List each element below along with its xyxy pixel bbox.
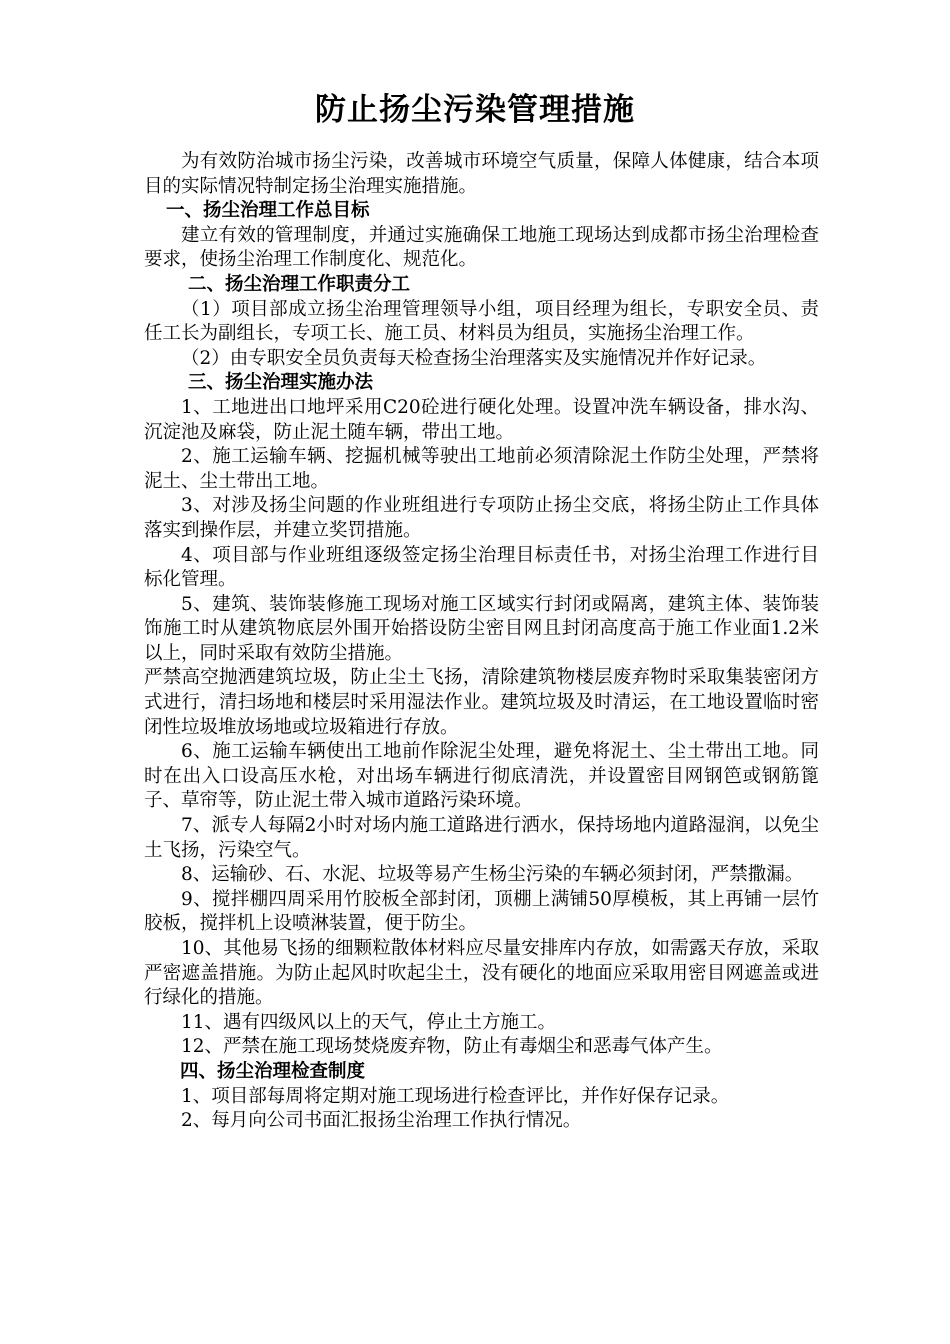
- paragraph: 建立有效的管理制度，并通过实施确保工地施工现场达到成都市扬尘治理检查要求，使扬尘治理工作制度化、规范化。: [144, 224, 819, 271]
- list-item: 10、其他易飞扬的细颗粒散体材料应尽量安排库内存放，如需露天存放，采取严密遮盖措施。为防止起风时吹起尘土，没有硬化的地面应采取用密目网遮盖或进行绿化的措施。: [144, 938, 819, 1009]
- list-item: 8、运输砂、石、水泥、垃圾等易产生杨尘污染的车辆必须封闭，严禁撒漏。: [181, 864, 804, 886]
- continuation-paragraph: 严禁高空抛洒建筑垃圾，防止尘土飞扬，清除建筑物楼层废弃物时采取集装密闭方式进行，清扫场地和楼层时采用湿法作业。建筑垃圾及时清运，在工地设置临时密闭性垃圾堆放场地或垃圾箱进行存放。: [144, 667, 819, 738]
- list-item: 2、施工运输车辆、挖掘机械等驶出工地前必须清除泥土作防尘处理，严禁将泥土、尘土带出工地。: [144, 446, 819, 492]
- list-item: 11、遇有四级风以上的天气，停止土方施工。: [181, 1011, 557, 1033]
- section-heading-inspection: 四、扬尘治理检查制度: [180, 1060, 366, 1082]
- list-item: 7、派专人每隔2小时对场内施工道路进行洒水，保持场地内道路湿润，以免尘土飞扬，污染空气。: [144, 815, 819, 861]
- section-heading-methods: 三、扬尘治理实施办法: [188, 372, 374, 394]
- list-item: 2、每月向公司书面汇报扬尘治理工作执行情况。: [181, 1110, 582, 1132]
- list-item: 6、施工运输车辆使出工地前作除泥尘处理，避免将泥土、尘土带出工地。同时在出入口设高压水枪，对出场车辆进行彻底清洗，并设置密目网钢笆或钢筋篦子、草帘等，防止泥土带入城市道路污染环境。: [144, 741, 819, 812]
- list-item: 12、严禁在施工现场焚烧废弃物，防止有毒烟尘和恶毒气体产生。: [181, 1036, 723, 1058]
- document-title: 防止扬尘污染管理措施: [315, 92, 635, 128]
- list-item: 1、工地进出口地坪采用C20砼进行硬化处理。设置冲洗车辆设备，排水沟、沉淀池及麻袋，防止泥土随车辆，带出工地。: [144, 396, 819, 443]
- intro-paragraph: 为有效防治城市扬尘污染，改善城市环境空气质量，保障人体健康，结合本项目的实际情况特制定扬尘治理实施措施。: [144, 151, 819, 197]
- list-item: 9、搅拌棚四周采用竹胶板全部封闭，顶棚上满铺50厚模板，其上再铺一层竹胶板，搅拌机上设喷淋装置，便于防尘。: [144, 888, 819, 935]
- document-body: [144, 150, 819, 1134]
- list-item: 3、对涉及扬尘问题的作业班组进行专项防止扬尘交底，将扬尘防止工作具体落实到操作层，并建立奖罚措施。: [144, 495, 819, 541]
- section-heading-responsibilities: 二、扬尘治理工作职责分工: [188, 273, 411, 295]
- list-item: 4、项目部与作业班组逐级签定扬尘治理目标责任书，对扬尘治理工作进行目标化管理。: [144, 544, 819, 591]
- list-item: 5、建筑、装饰装修施工现场对施工区域实行封闭或隔离，建筑主体、装饰装饰施工时从建筑物底层外围开始搭设防尘密目网且封闭高度高于施工作业面1.2米以上，同时采取有效防尘措施。: [144, 593, 819, 664]
- paragraph: （2）由专职安全员负责每天检查扬尘治理落实及实施情况并作好记录。: [181, 347, 767, 369]
- paragraph: （1）项目部成立扬尘治理管理领导小组，项目经理为组长，专职安全员、责任工长为副组长，专项工长、施工员、材料员为组员，实施扬尘治理工作。: [144, 298, 819, 345]
- section-heading-goal: 一、扬尘治理工作总目标: [166, 200, 370, 222]
- list-item: 1、项目部每周将定期对施工现场进行检查评比，并作好保存记录。: [181, 1085, 730, 1107]
